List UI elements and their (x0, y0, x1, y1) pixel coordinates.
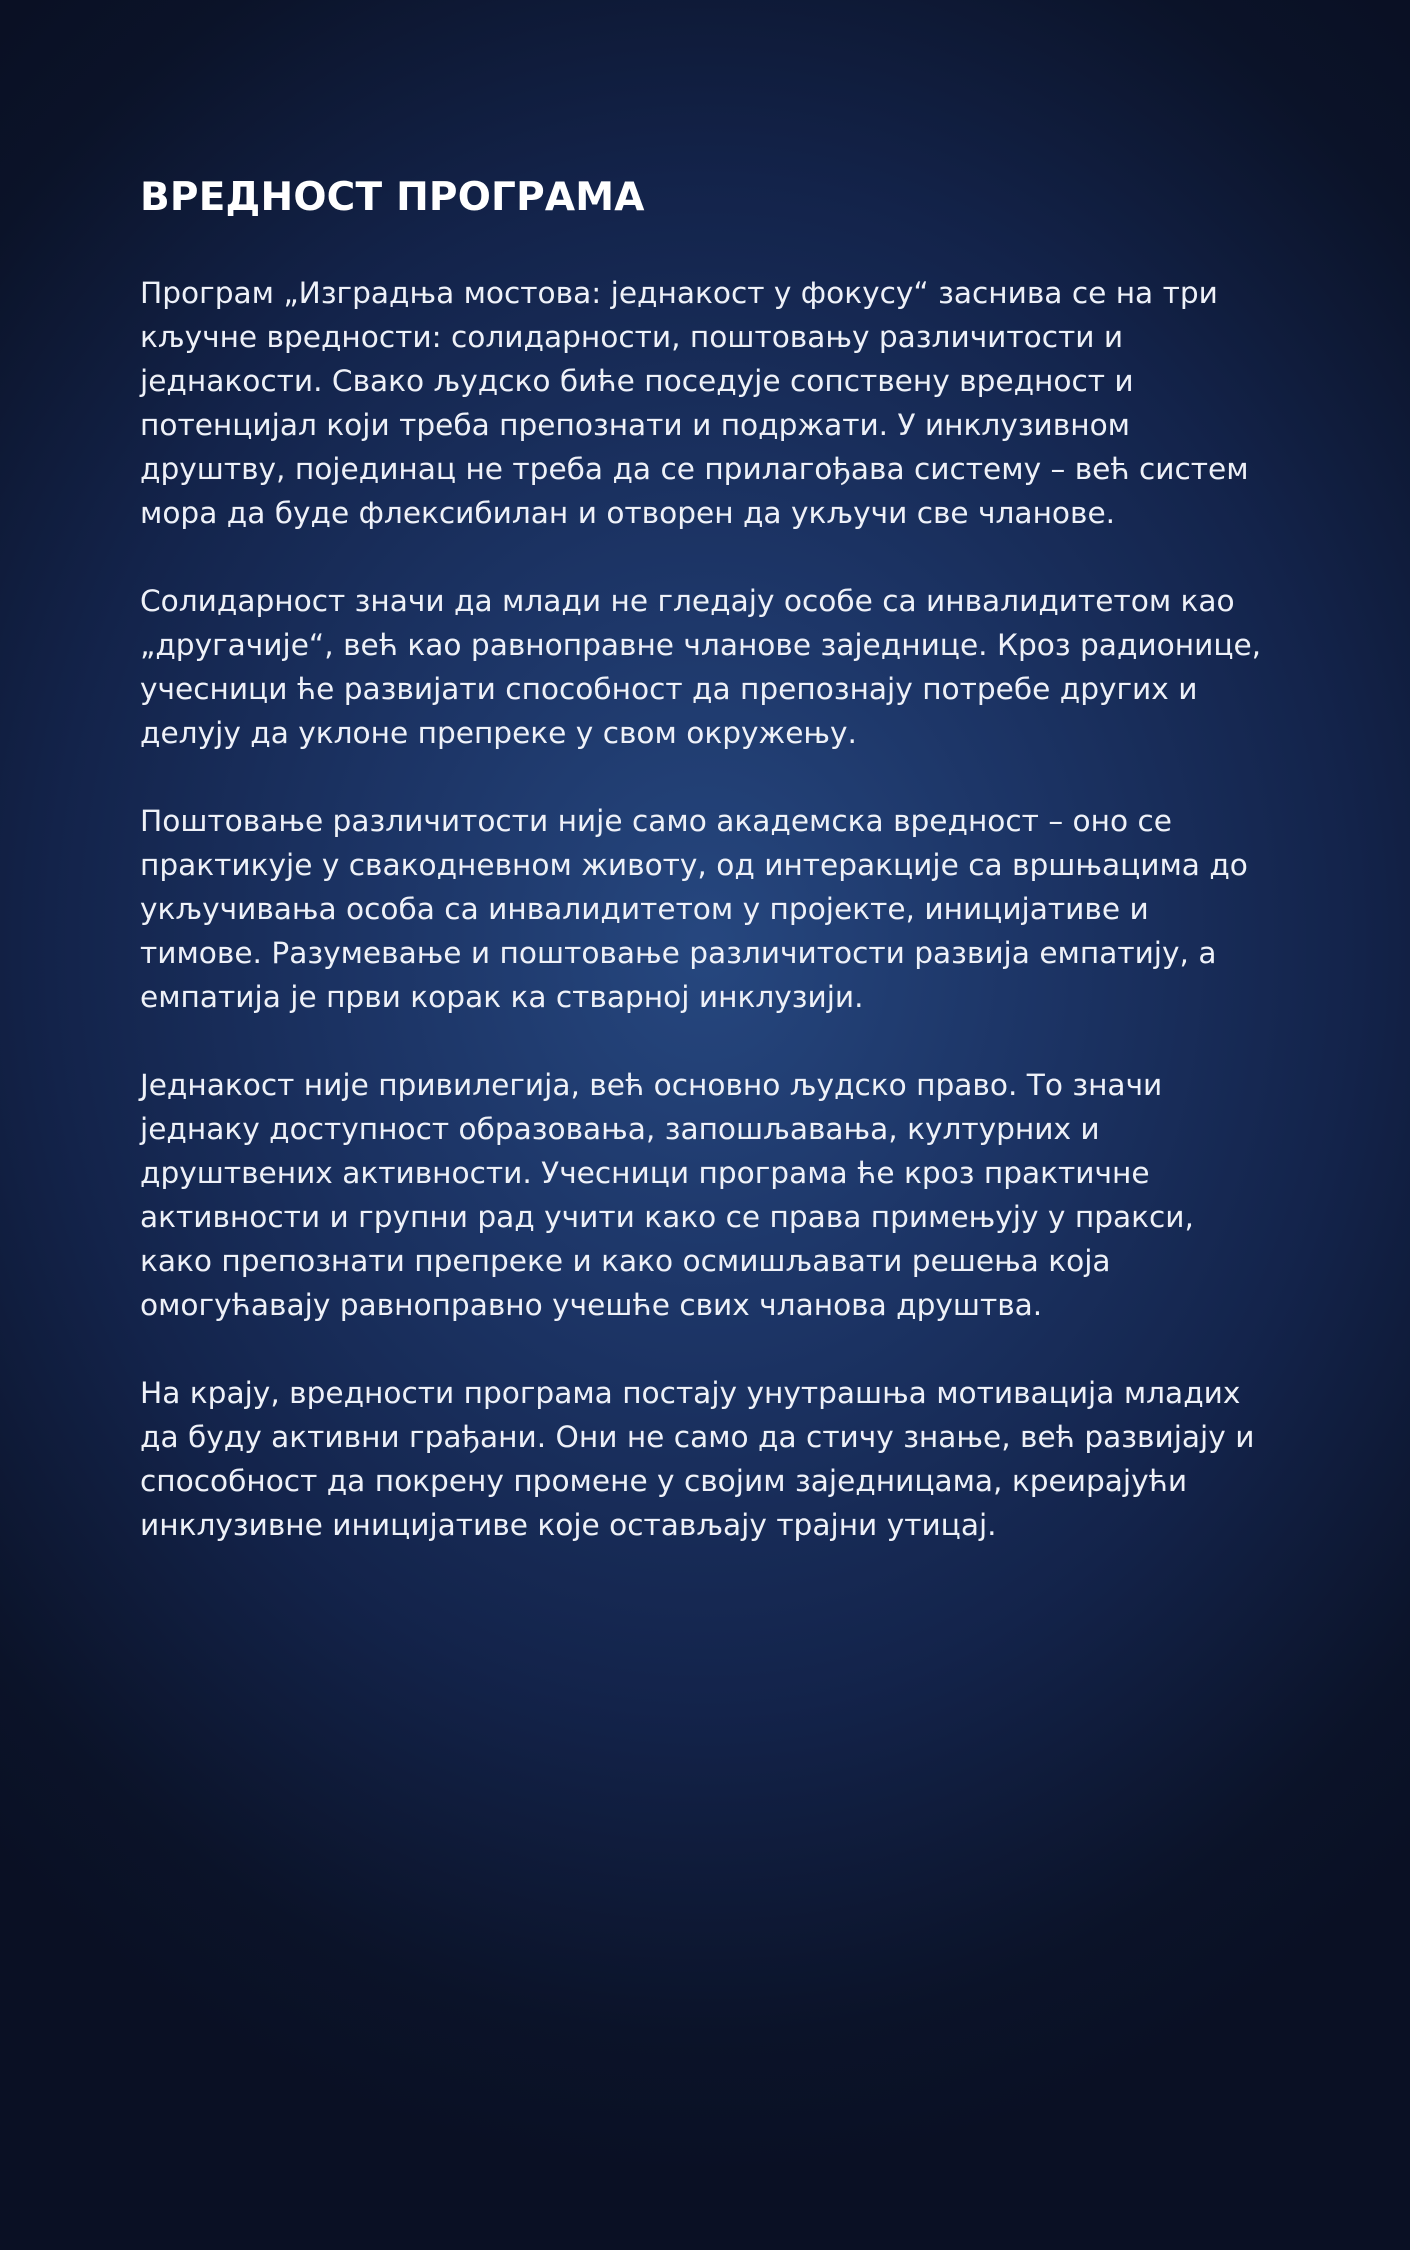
paragraph-diversity: Поштовање различитости није само академска вредност – оно се практикује у свакодневном животу, од интеракције са вршњацима до укључивања особа са инвалидитетом у пројекте, иницијативе и тимове. Разумевање и поштовање различитости развија емпатију, а емпатија је први корак ка стварној инклузији. (140, 804, 1248, 1014)
page-title: ВРЕДНОСТ ПРОГРАМА (140, 175, 645, 220)
paragraph-solidarity: Солидарност значи да млади не гледају особе са инвалидитетом као „другачије“, већ као равноправне чланове заједнице. Кроз радионице, учесници ће развијати способност да препознају потребе других и делују да уклоне препреке у свом окружењу. (140, 584, 1262, 750)
document-content (140, 172, 1270, 1547)
paragraph-conclusion: На крају, вредности програма постају унутрашња мотивација младих да буду активни грађани. Они не само да стичу знање, већ развијају и способност да покрену промене у својим заједницама, креирајући инклузивне иницијативе које остављају трајни утицај. (140, 1376, 1255, 1542)
paragraph-equality: Једнакост није привилегија, већ основно људско право. То значи једнаку доступност образовања, запошљавања, културних и друштвених активности. Учесници програма ће кроз практичне активности и групни рад учити како се права примењују у пракси, како препознати препреке и како осмишљавати решења која омогућавају равноправно учешће свих чланова друштва. (140, 1068, 1194, 1322)
paragraph-intro: Програм „Изградња мостова: једнакост у фокусу“ заснива се на три кључне вредности: солидарности, поштовању различитости и једнакости. Свако људско биће поседује сопствену вредност и потенцијал који треба препознати и подржати. У инклузивном друштву, појединац не треба да се прилагођава систему – већ систем мора да буде флексибилан и отворен да укључи све чланове. (140, 276, 1249, 530)
